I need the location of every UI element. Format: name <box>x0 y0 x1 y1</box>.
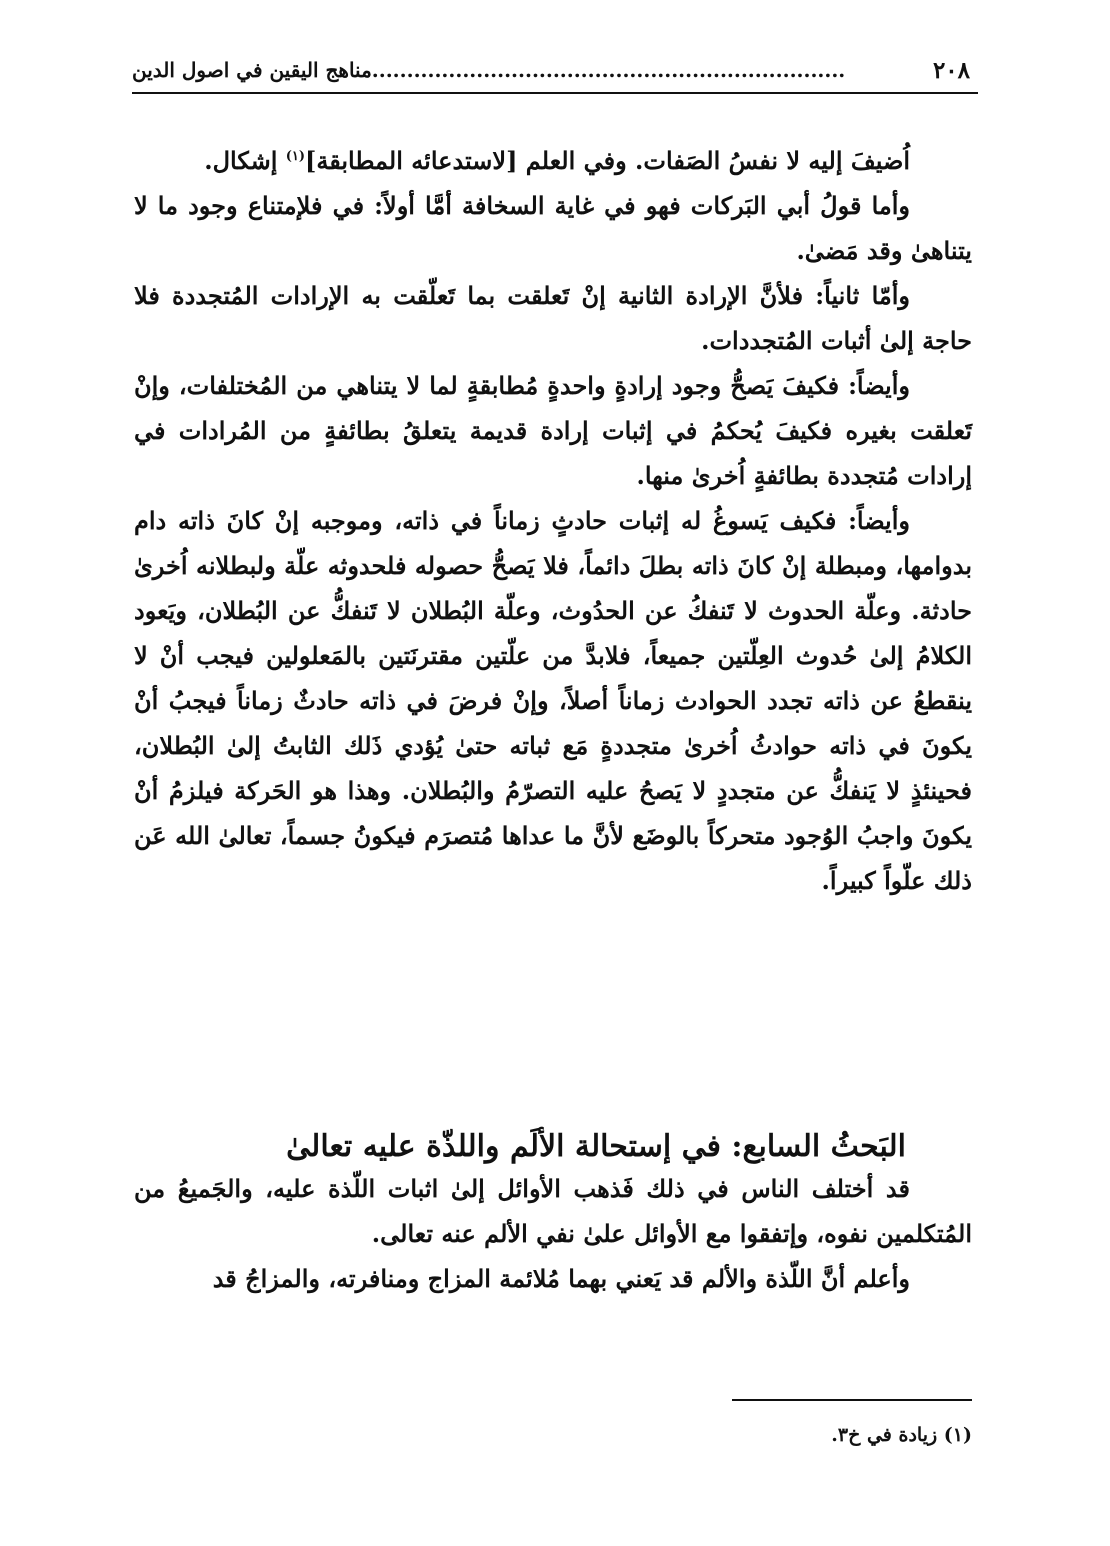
section-title: البَحثُ السابع: في إستحالة الألَم واللذّة عليه تعالىٰ <box>286 1129 906 1164</box>
book-title: مناهج اليقين في اصول الدين <box>132 58 372 82</box>
page-number: ٢٠٨ <box>932 56 970 84</box>
paragraph: وأعلم أنَّ اللّذة والألم قد يَعني بهما مُلائمة المزاج ومنافرته، والمزاجُ قد <box>212 1264 910 1293</box>
running-header <box>132 50 970 90</box>
book-title-line <box>132 58 845 82</box>
paragraph-text: اُضيفَ إليه لا نفسُ الصَفات. وفي العلم [لاستدعائه المطابقة] <box>305 146 910 175</box>
paragraph: وأيضاً: فكيف يَسوغُ له إثبات حادثٍ زماناً في ذاته، وموجبه إنْ كانَ ذاته دام بدوامها، ومبطلة إنْ كانَ ذاته بطلَ دائماً، فلا يَصحُّ حصوله فلحدوثه علّة ولبطلانه اُخرىٰ حادثة. وعلّة الحدوث لا تَنفكُ عن الحدُوث، وعلّة البُطلان لا تَنفكُّ عن البُطلان، ويَعود الكلامُ إلىٰ حُدوث العِلّتين جميعاً، فلابدَّ من علّتين مقترنَتين بالمَعلولين فيجب أنْ لا ينقطعُ عن ذاته تجدد الحوادث زماناً أصلاً، وإنْ فرضَ في ذاته حادثٌ زماناً فيجبُ أنْ يكونَ في ذاته حوادثُ اُخرىٰ متجددةٍ مَع ثباته حتىٰ يُؤدي ذَلك الثابتُ إلىٰ البُطلان، فحينئذٍ لا يَنفكُّ عن متجددٍ لا يَصحُ عليه التصرّمُ والبُطلان. وهذا هو الحَركة فيلزمُ أنْ يكونَ واجبُ الوُجود متحركاً بالوضَع لأنَّ ما عداها مُتصرَم فيكونُ جسماً، تعالىٰ الله عَن ذلك علّواً كبيراً. <box>134 506 973 895</box>
leader-dots: .................................................................... <box>371 58 846 82</box>
paragraph: وأمّا ثانياً: فلأنَّ الإرادة الثانية إنْ تَعلقت بما تَعلّقت به الإرادات المُتجددة فلا حاجة إلىٰ أثبات المُتجددات. <box>134 281 972 355</box>
footnote-reference: (١) <box>285 149 306 164</box>
paragraph: قد أختلف الناس في ذلك فَذهب الأوائل إلىٰ اثبات اللّذة عليه، والجَميعُ من المُتكلمين نفوه، وإتفقوا مع الأوائل علىٰ نفي الألم عنه تعالى. <box>134 1174 972 1248</box>
paragraph: وأيضاً: فكيفَ يَصحُّ وجود إرادةٍ واحدةٍ مُطابقةٍ لما لا يتناهي من المُختلفات، وإنْ تَعلقت بغيره فكيفَ يُحكمُ في إثبات إرادة قديمة يتعلقُ بطائفةٍ من المُرادات في إرادات مُتجددة بطائفةٍ اُخرىٰ منها. <box>134 371 972 490</box>
main-text <box>134 138 972 903</box>
header-rule <box>132 92 978 94</box>
paragraph-text: إشكال. <box>204 146 286 175</box>
footnote: (١) زيادة في خ٣. <box>831 1424 972 1446</box>
footnote-rule <box>732 1399 972 1401</box>
paragraph <box>134 138 972 183</box>
paragraph: وأما قولُ أبي البَركات فهو في غاية السخافة أمَّا أولاً: في فلإمتناع وجود ما لا يتناهىٰ وقد مَضىٰ. <box>134 191 972 265</box>
section-text <box>134 1166 972 1301</box>
